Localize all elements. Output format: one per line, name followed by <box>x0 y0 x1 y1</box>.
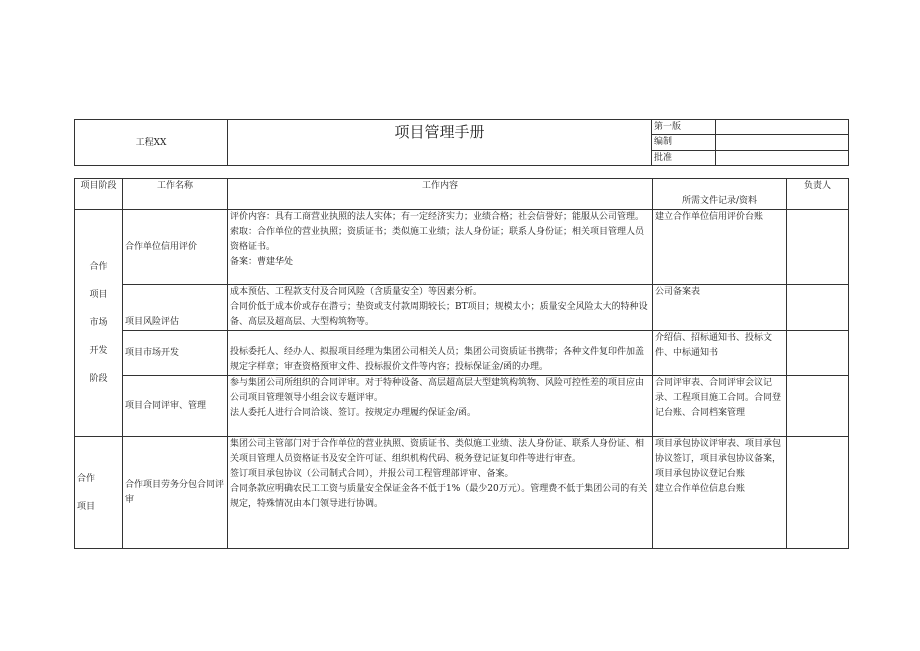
stage-cooperation-project: 合作 项目 <box>75 437 123 549</box>
responsible-person[interactable] <box>787 285 849 331</box>
work-content: 评价内容：具有工商营业执照的法人实体；有一定经济实力；业绩合格；社会信誉好；能服从公司管理。 索取：合作单位的营业执照；资质证书；类似施工业绩；法人身份证；联系人身份证；相关项目管理人员资格证书。 备案：曹建华处 <box>228 210 653 285</box>
responsible-person[interactable] <box>787 437 849 549</box>
approved-by-value[interactable] <box>716 150 849 165</box>
prepared-by-value[interactable] <box>716 135 849 150</box>
stage-market-development: 合作 项目 市场 开发 阶段 <box>75 210 123 437</box>
required-files: 介绍信、招标通知书、投标文件、中标通知书 <box>653 331 787 376</box>
table-row <box>75 210 849 285</box>
table-header-row <box>75 179 849 210</box>
work-content: 成本预估、工程款支付及合同风险（含质量安全）等因素分析。 合同价低于成本价或存在潜亏；垫资或支付款周期较长；BT项目；规模太小；质量安全风险太大的特种设备、高层及超高层、大型构筑物等。 <box>228 285 653 331</box>
table-row <box>75 437 849 549</box>
column-header-work-content: 工作内容 <box>228 179 653 210</box>
work-content: 投标委托人、经办人、拟报项目经理为集团公司相关人员；集团公司资质证书携带；各种文件复印件加盖规定字样章；审查资格预审文件、投标报价文件等内容；投标保证金/函的办理。 <box>228 331 653 376</box>
edition-value[interactable] <box>716 120 849 135</box>
table-row <box>75 376 849 437</box>
work-name: 项目市场开发 <box>123 331 228 376</box>
required-files: 项目承包协议评审表、项目承包协议签订，项目承包协议备案，项目承包协议登记台账 建立合作单位信息台账 <box>653 437 787 549</box>
work-name: 项目风险评估 <box>123 285 228 331</box>
work-content: 集团公司主管部门对于合作单位的营业执照、资质证书、类似施工业绩、法人身份证、联系人身份证、相关项目管理人员资格证书及安全许可证、组织机构代码、税务登记证复印件等进行审查。 签订项目承包协议（公司制式合同），并报公司工程管理部评审、备案。 合同条款应明确农民工工资与质量安全保证金各不低于1%（最少20万元）。管理费不低于集团公司的有关规定，特殊情况由本门领导进行协调。 <box>228 437 653 549</box>
responsible-person[interactable] <box>787 376 849 437</box>
work-table <box>74 178 849 549</box>
required-files: 公司备案表 <box>653 285 787 331</box>
prepared-by-label: 编制 <box>652 135 716 150</box>
project-name: 工程XX <box>75 120 228 166</box>
edition-label: 第一版 <box>652 120 716 135</box>
document-title: 项目管理手册 <box>228 120 652 166</box>
responsible-person[interactable] <box>787 331 849 376</box>
work-name: 合作项目劳务分包合同评审 <box>123 437 228 549</box>
work-name: 项目合同评审、管理 <box>123 376 228 437</box>
table-row <box>75 331 849 376</box>
work-name: 合作单位信用评价 <box>123 210 228 285</box>
column-header-responsible: 负责人 <box>787 179 849 210</box>
required-files: 合同评审表、合同评审会议记录、工程项目施工合同。合同登记台账、合同档案管理 <box>653 376 787 437</box>
column-header-work-name: 工作名称 <box>123 179 228 210</box>
approved-by-label: 批准 <box>652 150 716 165</box>
responsible-person[interactable] <box>787 210 849 285</box>
document-header <box>74 119 849 166</box>
work-content: 参与集团公司所组织的合同评审。对于特种设备、高层超高层大型建筑构筑物、风险可控性差的项目应由公司项目管理领导小组会议专题评审。 法人委托人进行合同洽谈、签订。按规定办理履约保证金/函。 <box>228 376 653 437</box>
table-row <box>75 285 849 331</box>
column-header-files: 所需文件记录/资料 <box>653 179 787 210</box>
column-header-stage: 项目阶段 <box>75 179 123 210</box>
required-files: 建立合作单位信用评价台账 <box>653 210 787 285</box>
